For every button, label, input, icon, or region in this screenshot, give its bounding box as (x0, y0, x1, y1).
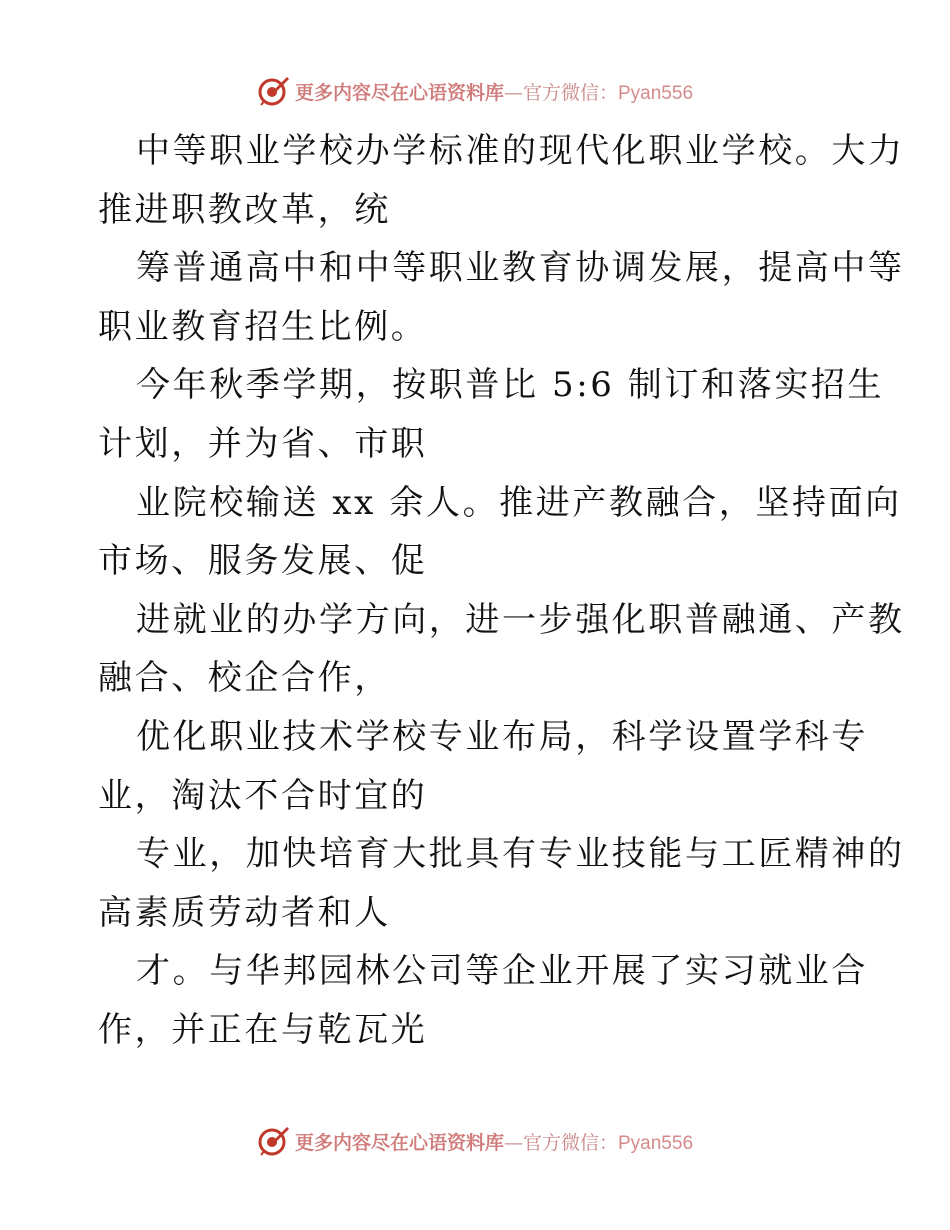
body-line: 今年秋季学期，按职普比 5:6 制订和落实招生 (136, 365, 885, 406)
pen-logo-icon (257, 74, 291, 108)
header-wechat-id: Pyan556 (618, 82, 694, 104)
footer-separator: — (503, 1131, 523, 1154)
body-line: 职业教育招生比例。 (98, 306, 428, 347)
footer-wechat-id: Pyan556 (618, 1132, 694, 1154)
document-body (98, 122, 905, 1060)
footer-banner-text (295, 1128, 693, 1155)
pen-logo-icon (257, 1124, 291, 1158)
body-line: 作，并正在与乾瓦光 (98, 1009, 428, 1050)
header-wechat-label: 官方微信： (522, 81, 618, 104)
body-line: 融合、校企合作， (98, 658, 391, 699)
header-watermark-banner (0, 71, 950, 111)
footer-watermark-banner (0, 1121, 950, 1161)
body-line: 高素质劳动者和人 (98, 892, 391, 933)
body-line: 中等职业学校办学标准的现代化职业学校。大力 (136, 131, 905, 171)
body-line: 专业，加快培育大批具有专业技能与工匠精神的 (136, 834, 905, 875)
body-line: 优化职业技术学校专业布局，科学设置学科专 (136, 716, 868, 757)
footer-wechat-label: 官方微信： (522, 1131, 618, 1154)
header-brand: 更多内容尽在心语资料库 (294, 81, 504, 104)
body-line: 进就业的办学方向，进一步强化职普融通、产教 (136, 599, 905, 640)
body-line: 业院校输送 xx 余人。推进产教融合，坚持面向 (136, 482, 902, 523)
body-line: 筹普通高中和中等职业教育协调发展，提高中等 (136, 248, 905, 289)
body-line: 市场、服务发展、促 (98, 541, 428, 582)
body-line: 才。与华邦园林公司等企业开展了实习就业合 (136, 951, 868, 992)
header-banner-text (295, 78, 693, 105)
footer-brand: 更多内容尽在心语资料库 (294, 1131, 504, 1154)
body-line: 推进职教改革，统 (98, 189, 391, 230)
body-line: 业，淘汰不合时宜的 (98, 775, 428, 816)
body-line: 计划，并为省、市职 (98, 423, 428, 464)
header-separator: — (503, 81, 523, 104)
